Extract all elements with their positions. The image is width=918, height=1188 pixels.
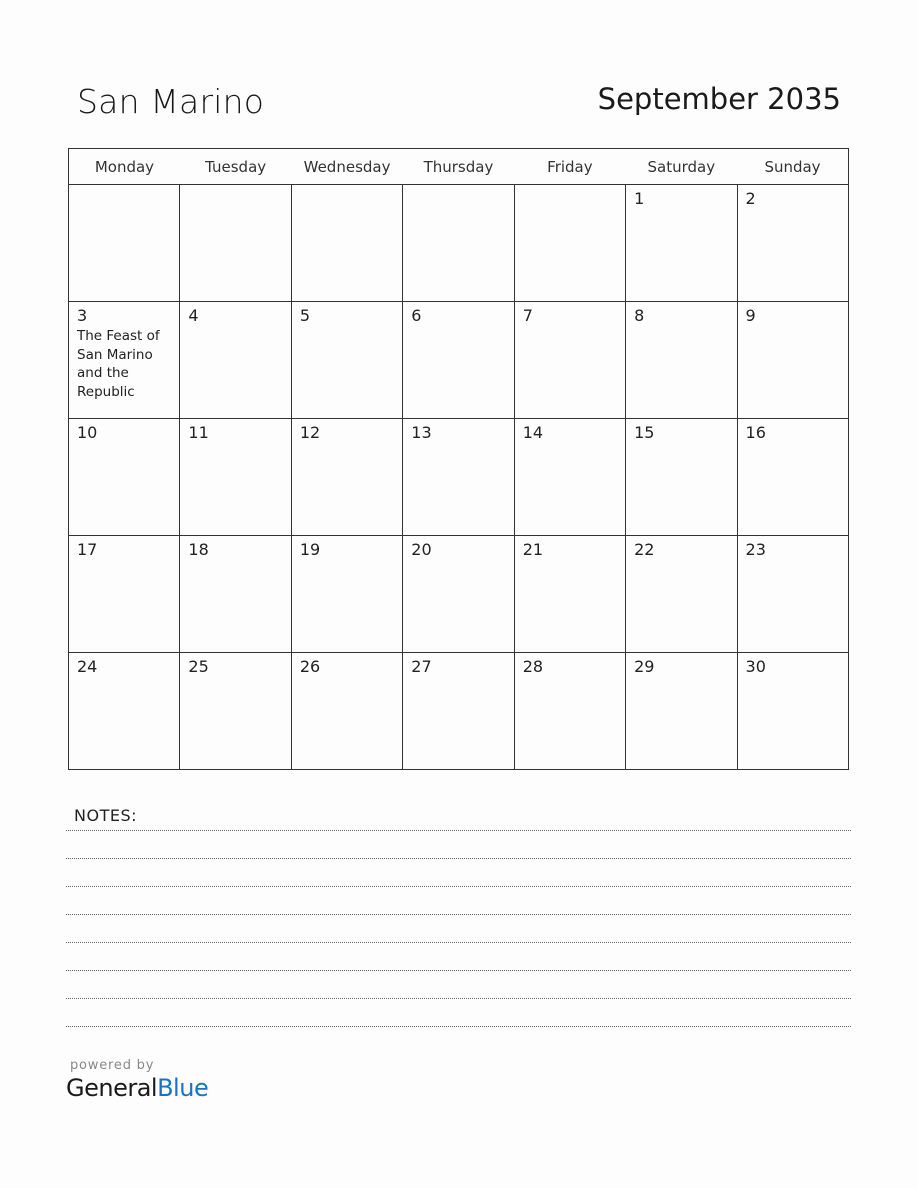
empty-day-cell [180,185,291,302]
day-number: 21 [522,540,544,559]
month-year-title: September 2035 [597,82,841,116]
day-number: 17 [77,540,98,559]
holiday-label: The Feast of San Marino and the Republic [77,328,160,400]
country-title: San Marino [77,82,265,121]
day-number: 26 [299,657,321,676]
brand-general: General [66,1074,158,1102]
notes-line [66,914,851,915]
day-number: 29 [634,657,655,676]
empty-day-cell [69,185,180,302]
day-cell [180,653,291,770]
notes-line [66,858,851,859]
day-cell [514,536,625,653]
day-cell [626,185,737,302]
empty-day-cell [403,185,514,302]
notes-label: NOTES: [74,806,137,825]
day-cell [403,419,514,536]
day-cell [291,536,402,653]
day-number: 23 [745,540,766,559]
day-number: 12 [299,423,321,442]
day-cell [291,302,402,419]
notes-line [66,886,851,887]
day-cell [69,419,180,536]
day-number: 24 [77,657,98,676]
day-cell [737,653,848,770]
day-cell [737,419,848,536]
day-number: 19 [299,540,321,559]
weekday-header: Thursday [403,149,514,185]
day-cell [180,302,291,419]
day-number: 7 [522,306,533,325]
day-cell [180,419,291,536]
day-number: 5 [299,306,311,325]
day-cell [514,419,625,536]
day-cell [403,653,514,770]
day-cell [403,536,514,653]
day-cell [403,302,514,419]
weekday-header: Sunday [737,149,848,185]
day-number: 1 [634,189,645,208]
day-number: 16 [745,423,766,442]
notes-line [66,1026,851,1027]
weekday-header: Friday [514,149,625,185]
day-number: 3 [77,306,88,325]
day-cell [737,302,848,419]
day-cell [514,302,625,419]
day-cell [626,536,737,653]
weekday-header: Monday [69,149,180,185]
day-number: 13 [411,423,432,442]
calendar-body [69,185,849,770]
weekday-header: Tuesday [180,149,291,185]
day-number: 2 [745,189,756,208]
week-row [69,302,849,419]
day-number: 9 [745,306,756,325]
day-cell [514,653,625,770]
day-number: 28 [522,657,544,676]
week-row [69,653,849,770]
day-number: 4 [188,306,199,325]
weekday-header: Saturday [626,149,737,185]
generalblue-logo [66,1074,208,1102]
day-number: 20 [411,540,432,559]
day-number: 14 [522,423,544,442]
notes-line [66,970,851,971]
day-cell [69,302,180,419]
day-cell [626,302,737,419]
day-cell [180,536,291,653]
calendar-grid [68,148,849,770]
day-cell [291,653,402,770]
powered-by-text: powered by [70,1058,155,1073]
week-row [69,185,849,302]
day-cell [69,536,180,653]
day-cell [737,536,848,653]
day-number: 18 [188,540,209,559]
notes-line [66,942,851,943]
empty-day-cell [291,185,402,302]
day-number: 30 [745,657,766,676]
day-cell [291,419,402,536]
empty-day-cell [514,185,625,302]
day-number: 25 [188,657,209,676]
day-number: 11 [188,423,209,442]
day-number: 27 [411,657,432,676]
week-row [69,536,849,653]
day-number: 15 [634,423,655,442]
day-cell [626,419,737,536]
day-number: 8 [634,306,645,325]
brand-blue: Blue [157,1074,209,1102]
notes-line [66,998,851,999]
day-cell [69,653,180,770]
day-number: 6 [411,306,422,325]
weekday-header: Wednesday [291,149,402,185]
day-cell [626,653,737,770]
notes-line [66,830,851,831]
day-cell [737,185,848,302]
weekday-header-row [69,149,849,185]
day-number: 22 [634,540,655,559]
week-row [69,419,849,536]
day-number: 10 [77,423,98,442]
